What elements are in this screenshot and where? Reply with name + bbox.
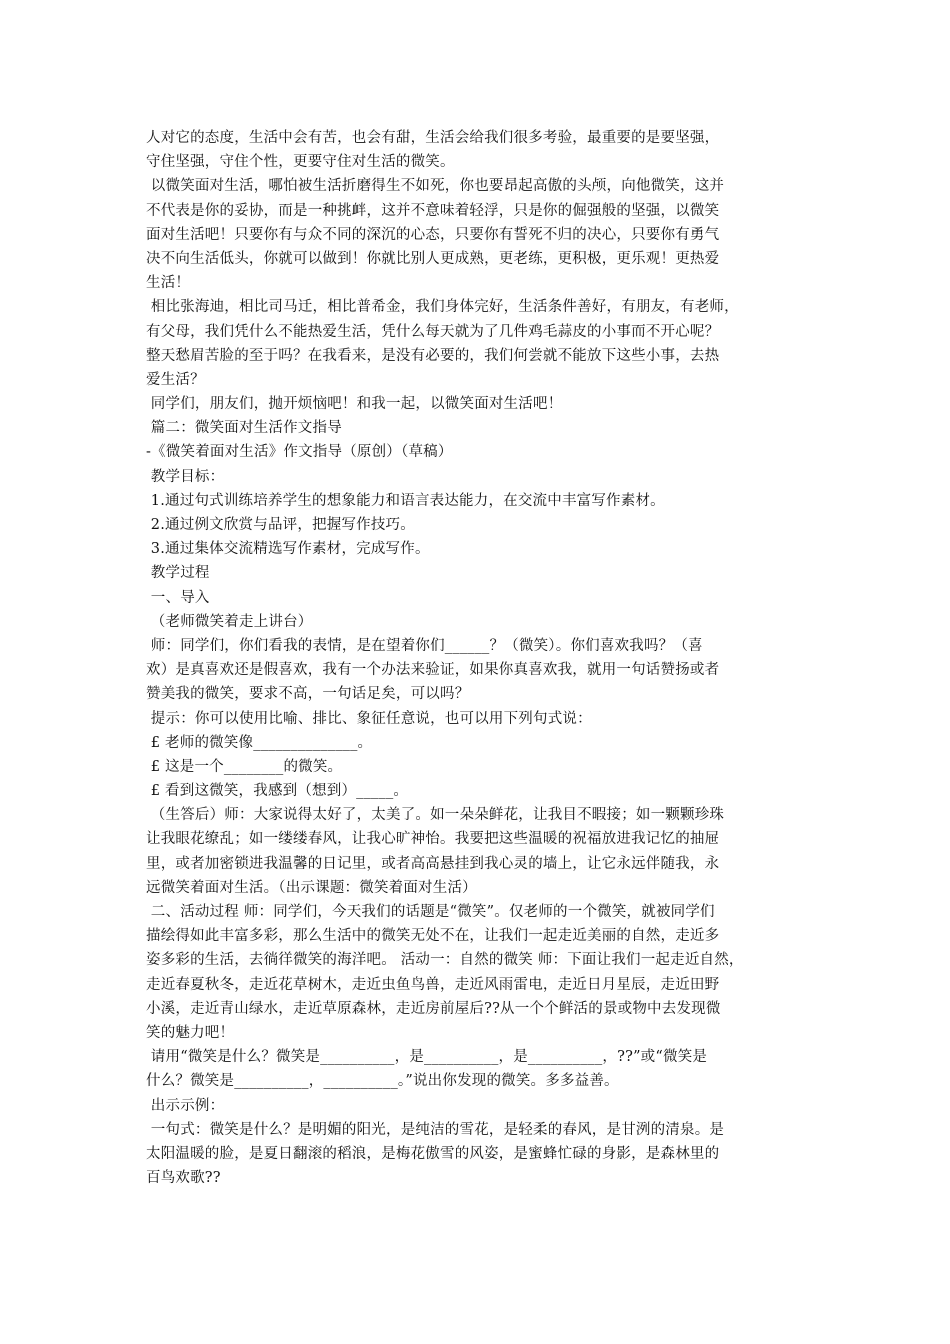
text-line: 2.通过例文欣赏与品评，把握写作技巧。 <box>146 517 415 533</box>
text-line: -《微笑着面对生活》作文指导（原创）（草稿） <box>146 444 453 461</box>
text-line: （生答后）师：大家说得太好了，太美了。如一朵朵鲜花，让我目不暇接；如一颗颗珍珠 <box>146 807 725 824</box>
text-line: 里，或者加密锁进我温馨的日记里，或者高高悬挂到我心灵的墙上，让它永远伴随我，永 <box>146 855 720 872</box>
text-line: 百鸟欢歌?? <box>146 1170 221 1187</box>
text-line: 整天愁眉苦脸的至于吗？在我看来，是没有必要的，我们何尝就不能放下这些小事，去热 <box>146 347 720 364</box>
text-line: 笑的魅力吧！ <box>146 1024 235 1041</box>
text-line: £ 老师的微笑像______________。 <box>146 734 373 751</box>
text-line: 有父母，我们凭什么不能热爱生活，凭什么每天就为了几件鸡毛蒜皮的小事而不开心呢？ <box>146 323 720 340</box>
text-line: 不代表是你的妥协，而是一种挑衅，这并不意味着轻浮，只是你的倔强般的坚强，以微笑 <box>146 202 720 219</box>
text-line: 二、活动过程 师：同学们，今天我们的话题是“微笑”。仅老师的一个微笑，就被同学们 <box>146 904 715 920</box>
text-line: 师：同学们，你们看我的表情，是在望着你们______？（微笑）。你们喜欢我吗？（喜 <box>146 637 703 654</box>
text-line: 提示：你可以使用比喻、排比、象征任意说，也可以用下列句式说： <box>146 710 592 727</box>
text-line: 赞美我的微笑，要求不高，一句话足矣，可以吗？ <box>146 686 470 703</box>
text-line: 什么？微笑是__________，__________。”说出你发现的微笑。多多益善。 <box>146 1073 619 1090</box>
text-line: 1.通过句式训练培养学生的想象能力和语言表达能力，在交流中丰富写作素材。 <box>146 492 665 509</box>
text-line: 欢）是真喜欢还是假喜欢，我有一个办法来验证，如果你真喜欢我，就用一句话赞扬或者 <box>146 662 720 679</box>
text-line: 教学过程 <box>146 565 210 582</box>
text-line: （老师微笑着走上讲台） <box>146 613 313 630</box>
document-body <box>146 126 812 1190</box>
text-line: 以微笑面对生活，哪怕被生活折磨得生不如死，你也要昂起高傲的头颅，向他微笑，这并 <box>146 178 725 195</box>
text-line: 人对它的态度，生活中会有苦，也会有甜，生活会给我们很多考验，最重要的是要坚强， <box>146 130 720 146</box>
text-line: 走近春夏秋冬，走近花草树木，走近虫鱼鸟兽，走近风雨雷电，走近日月星辰，走近田野 <box>146 976 720 993</box>
text-line: 太阳温暖的脸，是夏日翻滚的稻浪，是梅花傲雪的风姿，是蜜蜂忙碌的身影，是森林里的 <box>146 1145 720 1162</box>
text-line: 守住坚强，守住个性，更要守住对生活的微笑。 <box>146 154 455 171</box>
text-line: 教学目标： <box>146 468 225 485</box>
text-line: 面对生活吧！只要你有与众不同的深沉的心态，只要你有誓死不归的决心，只要你有勇气 <box>146 226 720 243</box>
text-line: 远微笑着面对生活。（出示课题：微笑着面对生活） <box>146 879 477 896</box>
text-line: £ 看到这微笑，我感到（想到）_____。 <box>146 783 409 800</box>
text-line: 描绘得如此丰富多彩，那么生活中的微笑无处不在，让我们一起走近美丽的自然，走近多 <box>146 928 720 945</box>
text-line: 篇二：微笑面对生活作文指导 <box>146 420 342 437</box>
text-line: 决不向生活低头，你就可以做到！你就比别人更成熟，更老练，更积极，更乐观！更热爱 <box>146 250 720 267</box>
text-line: £ 这是一个________的微笑。 <box>146 758 343 775</box>
text-line: 一、导入 <box>146 589 210 606</box>
text-line: 出示示例： <box>146 1097 225 1114</box>
text-line: 爱生活？ <box>146 371 205 388</box>
text-line: 生活！ <box>146 275 191 292</box>
text-line: 让我眼花缭乱；如一缕缕春风，让我心旷神怡。我要把这些温暖的祝福放进我记忆的抽屉 <box>146 831 720 848</box>
text-line: 姿多彩的生活，去徜徉微笑的海洋吧。 活动一：自然的微笑 师：下面让我们一起走近自然， <box>146 952 744 969</box>
text-line: 请用“微笑是什么？微笑是__________，是__________，是__________，??”或“微笑是 <box>146 1049 708 1066</box>
text-line: 小溪，走近青山绿水，走近草原森林，走近房前屋后??从一个个鲜活的景或物中去发现微 <box>146 1000 721 1017</box>
text-line: 3.通过集体交流精选写作素材，完成写作。 <box>146 541 430 558</box>
text-line: 相比张海迪，相比司马迁，相比普希金，我们身体完好，生活条件善好，有朋友，有老师， <box>146 299 739 316</box>
text-line: 一句式：微笑是什么？是明媚的阳光，是纯洁的雪花，是轻柔的春风，是甘洌的清泉。是 <box>146 1121 725 1138</box>
text-line: 同学们，朋友们，抛开烦恼吧！和我一起，以微笑面对生活吧！ <box>146 396 563 413</box>
